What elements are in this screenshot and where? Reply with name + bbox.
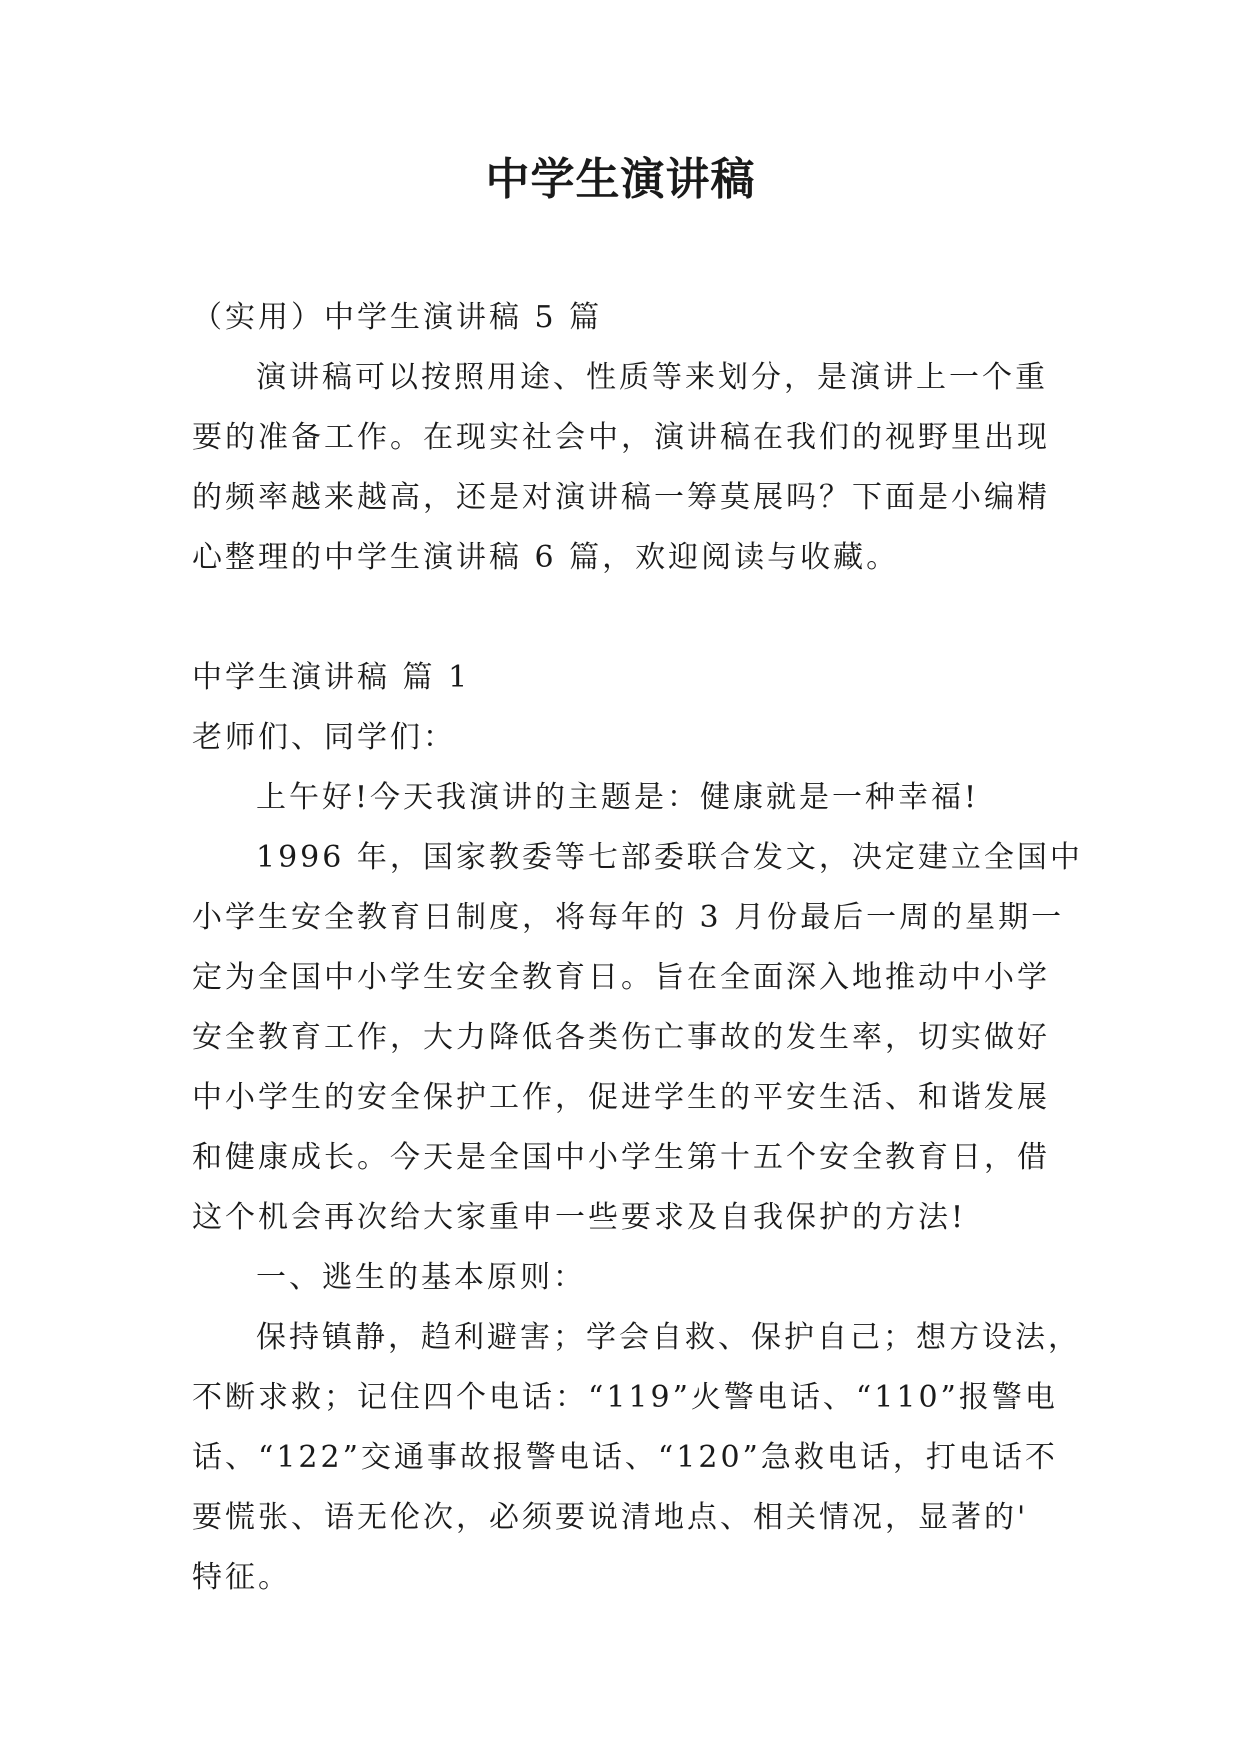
intro-line: 要的准备工作。在现实社会中，演讲稿在我们的视野里出现 <box>192 420 1050 455</box>
paragraph-line: 这个机会再次给大家重申一些要求及自我保护的方法! <box>192 1200 967 1235</box>
section-heading: 中学生演讲稿 篇 1 <box>192 660 471 695</box>
paragraph-gap <box>192 588 1050 648</box>
paragraph-line: 定为全国中小学生安全教育日。旨在全面深入地推动中小学 <box>192 960 1050 995</box>
intro-line: 心整理的中学生演讲稿 6 篇，欢迎阅读与收藏。 <box>192 540 900 575</box>
document-subtitle: （实用）中学生演讲稿 5 篇 <box>192 300 603 335</box>
paragraph-line: 小学生安全教育日制度，将每年的 3 月份最后一周的星期一 <box>192 900 1065 935</box>
paragraph-line: 和健康成长。今天是全国中小学生第十五个安全教育日，借 <box>192 1140 1050 1175</box>
paragraph-line: 特征。 <box>192 1560 291 1595</box>
intro-line: 演讲稿可以按照用途、性质等来划分，是演讲上一个重 <box>256 360 1048 395</box>
point-heading: 一、逃生的基本原则： <box>256 1260 586 1295</box>
page-title: 中学生演讲稿 <box>485 154 756 205</box>
paragraph-line: 话、“122”交通事故报警电话、“120”急救电话，打电话不 <box>192 1440 1058 1475</box>
paragraph-line: 保持镇静，趋利避害；学会自救、保护自己；想方设法， <box>256 1320 1081 1355</box>
salutation: 老师们、同学们： <box>192 720 456 755</box>
paragraph-line: 中小学生的安全保护工作，促进学生的平安生活、和谐发展 <box>192 1080 1050 1115</box>
paragraph-line: 要慌张、语无伦次，必须要说清地点、相关情况，显著的' <box>192 1500 1029 1535</box>
document-body <box>192 288 1083 1608</box>
intro-line: 的频率越来越高，还是对演讲稿一筹莫展吗？下面是小编精 <box>192 480 1050 515</box>
paragraph-line: 不断求救；记住四个电话：“119”火警电话、“110”报警电 <box>192 1380 1058 1415</box>
greeting: 上午好!今天我演讲的主题是：健康就是一种幸福! <box>256 780 980 815</box>
paragraph-line: 安全教育工作，大力降低各类伤亡事故的发生率，切实做好 <box>192 1020 1050 1055</box>
paragraph-line: 1996 年，国家教委等七部委联合发文，决定建立全国中 <box>256 840 1083 875</box>
